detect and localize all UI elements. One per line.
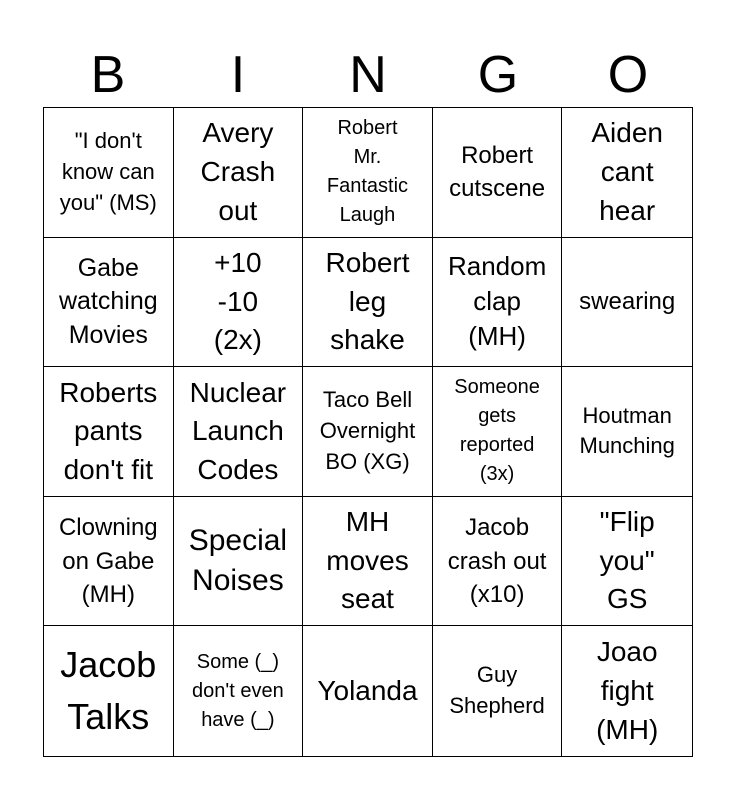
cell-text: Someone gets reported (3x) — [454, 376, 540, 486]
cell-text: +10 -10 (2x) — [213, 246, 262, 356]
bingo-cell[interactable] — [44, 497, 174, 627]
bingo-cell[interactable] — [303, 367, 433, 497]
header-letter-b: B — [90, 46, 126, 104]
cell-text: Aiden cant hear — [591, 117, 663, 226]
bingo-header — [43, 44, 693, 106]
bingo-cell[interactable] — [44, 108, 174, 238]
header-letter-n: N — [349, 46, 387, 104]
cell-text: Robert leg shake — [325, 246, 410, 356]
cell-text: "I don't know can you" (MS) — [59, 128, 157, 215]
bingo-cell[interactable] — [303, 626, 433, 756]
header-letter-o: O — [607, 46, 649, 104]
cell-text: "Flip you" GS — [599, 506, 655, 615]
cell-text: Jacob crash out (x10) — [447, 514, 547, 608]
bingo-cell[interactable] — [433, 497, 563, 627]
bingo-cell[interactable] — [562, 367, 692, 497]
cell-text: Random clap (MH) — [447, 251, 547, 352]
cell-text: Some (_) don't even have (_) — [192, 650, 284, 731]
cell-text: Nuclear Launch Codes — [189, 376, 287, 485]
bingo-cell[interactable] — [303, 497, 433, 627]
bingo-cell[interactable] — [174, 238, 304, 368]
bingo-cell[interactable] — [562, 497, 692, 627]
bingo-cell[interactable] — [433, 367, 563, 497]
cell-text: Robert Mr. Fantastic Laugh — [326, 117, 409, 227]
bingo-cell[interactable] — [44, 238, 174, 368]
bingo-cell[interactable] — [433, 108, 563, 238]
bingo-cell[interactable] — [303, 108, 433, 238]
bingo-cell[interactable] — [433, 238, 563, 368]
bingo-cell[interactable] — [44, 626, 174, 756]
header-letter-g: G — [477, 46, 519, 104]
bingo-cell[interactable] — [433, 626, 563, 756]
bingo-cell[interactable] — [174, 367, 304, 497]
bingo-cell[interactable] — [303, 238, 433, 368]
cell-text: swearing — [579, 288, 676, 316]
bingo-grid — [43, 107, 693, 757]
bingo-cell[interactable] — [174, 108, 304, 238]
cell-text: Joao fight (MH) — [596, 636, 659, 745]
bingo-cell[interactable] — [174, 497, 304, 627]
header-letter-i: I — [230, 46, 246, 104]
cell-text: Roberts pants don't fit — [59, 376, 158, 485]
bingo-cell[interactable] — [174, 626, 304, 756]
cell-text: MH moves seat — [326, 506, 409, 615]
cell-text: Yolanda — [317, 674, 418, 706]
cell-text: Special Noises — [188, 523, 288, 598]
bingo-cell[interactable] — [562, 238, 692, 368]
cell-text: Taco Bell Overnight BO (XG) — [319, 387, 416, 474]
cell-text: Gabe watching Movies — [58, 254, 158, 349]
bingo-cell[interactable] — [562, 626, 692, 756]
cell-text: Jacob Talks — [60, 644, 157, 738]
cell-text: Clowning on Gabe (MH) — [58, 514, 158, 608]
cell-text: Avery Crash out — [200, 117, 276, 226]
cell-text: Houtman Munching — [579, 402, 675, 459]
bingo-cell[interactable] — [562, 108, 692, 238]
bingo-cell[interactable] — [44, 367, 174, 497]
cell-text: Guy Shepherd — [449, 662, 545, 719]
cell-text: Robert cutscene — [449, 142, 546, 203]
